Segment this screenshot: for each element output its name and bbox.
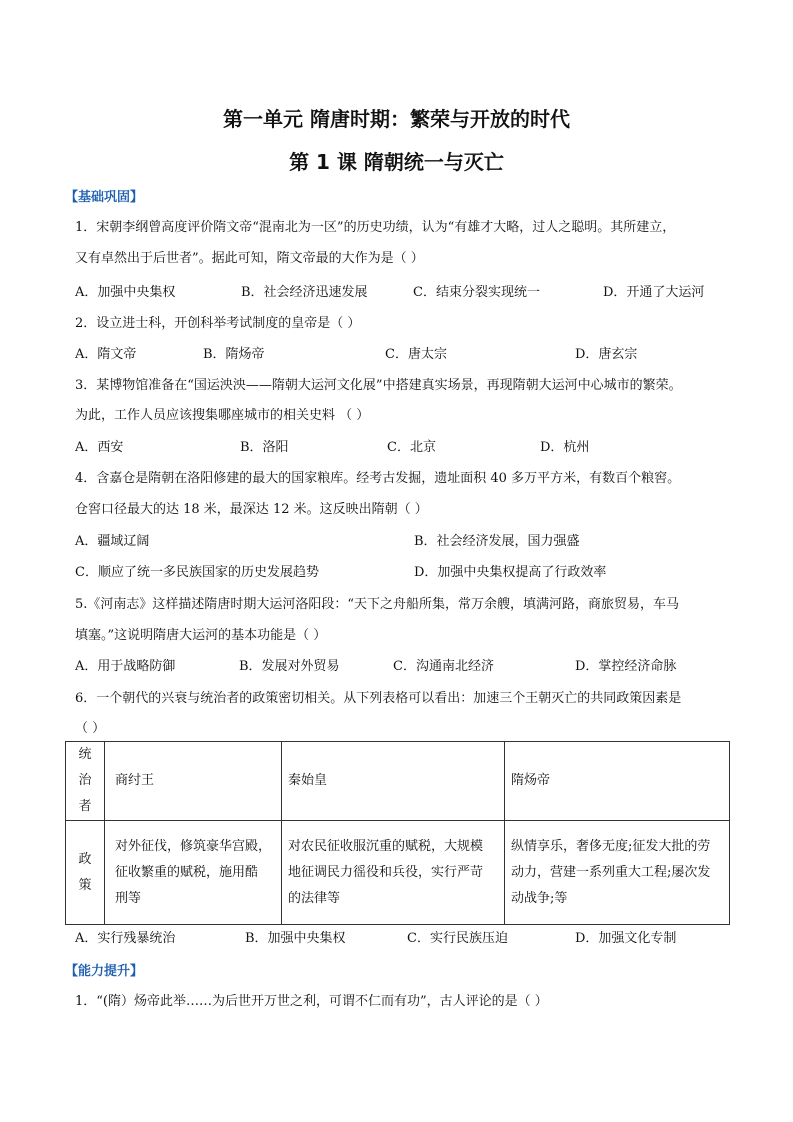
- header-char: 策: [78, 877, 92, 893]
- option-c[interactable]: C．实行民族压迫: [407, 931, 508, 946]
- header-char: 统: [78, 747, 92, 762]
- option-c[interactable]: C．顺应了统一多民族国家的历史发展趋势: [75, 565, 319, 580]
- ruler-cell: 商纣王: [105, 742, 282, 821]
- option-a[interactable]: A．用于战略防御: [75, 659, 176, 674]
- row-header-rulers: [66, 742, 105, 821]
- question-6-line-2: （ ）: [75, 721, 106, 736]
- option-c[interactable]: C．结束分裂实现统一: [413, 285, 540, 300]
- ability-question-1-line-1: 1．“(隋）炀帝此举……为后世开万世之利，可谓不仁而有功”，古人评论的是（ ）: [75, 994, 548, 1009]
- question-1-line-2: 又有卓然出于后世者”。据此可知，隋文帝最的大作为是（ ）: [75, 251, 424, 266]
- option-b[interactable]: B．社会经济迅速发展: [241, 285, 368, 300]
- option-a[interactable]: A．实行残暴统治: [75, 931, 176, 946]
- policy-cell: [105, 821, 282, 925]
- ruler-cell: 秦始皇: [282, 742, 505, 821]
- policy-line: 动战争;等: [511, 890, 568, 906]
- policy-line: 对外征伐，修筑豪华宫殿，: [115, 838, 272, 854]
- section-ability: 【能力提升】: [65, 964, 144, 979]
- option-b[interactable]: B．洛阳: [240, 440, 289, 455]
- question-5-line-1: 5.《河南志》这样描述隋唐时期大运河洛阳段：“天下之舟船所集，常万余艘，填满河路，商旅贸易，车马: [75, 597, 680, 612]
- header-char: 政: [78, 851, 92, 867]
- option-a[interactable]: A．西安: [75, 440, 124, 455]
- question-4-line-1: 4．含嘉仓是隋朝在洛阳修建的最大的国家粮库。经考古发掘，遗址面积 40 多万平方米，有数百个粮窖。: [75, 471, 681, 486]
- policy-cell: [282, 821, 505, 925]
- lesson-title: 第 1 课 隋朝统一与灭亡: [289, 150, 504, 174]
- header-char: 者: [78, 799, 92, 814]
- option-d[interactable]: D．加强文化专制: [575, 931, 677, 946]
- option-b[interactable]: B．发展对外贸易: [239, 659, 340, 674]
- policy-line: 纵情享乐，奢侈无度;征发大批的劳: [511, 838, 711, 854]
- row-header-policies: [66, 821, 105, 925]
- table-row-policies: [66, 821, 730, 925]
- option-a[interactable]: A．加强中央集权: [75, 285, 176, 300]
- policy-line: 地征调民力徭役和兵役，实行严苛: [288, 864, 484, 880]
- ruler-cell: 隋炀帝: [505, 742, 730, 821]
- table-row-rulers: [66, 742, 730, 821]
- policy-cell: [505, 821, 730, 925]
- option-d[interactable]: D．加强中央集权提高了行政效率: [414, 565, 607, 580]
- policy-line: 的法律等: [288, 890, 341, 906]
- option-a[interactable]: A．疆域辽阔: [75, 534, 150, 549]
- option-a[interactable]: A．隋文帝: [75, 347, 137, 362]
- option-d[interactable]: D．杭州: [540, 440, 590, 455]
- section-basic: 【基础巩固】: [65, 190, 144, 205]
- option-b[interactable]: B．社会经济发展，国力强盛: [414, 534, 580, 549]
- question-6-line-1: 6．一个朝代的兴衰与统治者的政策密切相关。从下列表格可以看出：加速三个王朝灭亡的共同政策因素是: [75, 691, 682, 706]
- dynasty-policy-table: [65, 741, 730, 925]
- option-c[interactable]: C．唐太宗: [385, 347, 447, 362]
- option-d[interactable]: D．开通了大运河: [603, 285, 705, 300]
- option-d[interactable]: D．掌控经济命脉: [575, 659, 677, 674]
- question-4-line-2: 仓窖口径最大的达 18 米，最深达 12 米。这反映出隋朝（ ）: [75, 502, 428, 517]
- option-c[interactable]: C．北京: [387, 440, 436, 455]
- question-3-line-2: 为此，工作人员应该搜集哪座城市的相关史料 （ ）: [75, 408, 370, 423]
- question-1-line-1: 1．宋朝李纲曾高度评价隋文帝“混南北为一区”的历史功绩，认为“有雄才大略，过人之聪明。其所建立，: [75, 220, 676, 235]
- unit-title: 第一单元 隋唐时期：繁荣与开放的时代: [223, 107, 570, 131]
- option-d[interactable]: D．唐玄宗: [575, 347, 638, 362]
- question-5-line-2: 填塞。”这说明隋唐大运河的基本功能是（ ）: [75, 628, 327, 643]
- option-c[interactable]: C．沟通南北经济: [393, 659, 494, 674]
- option-b[interactable]: B．加强中央集权: [245, 931, 346, 946]
- policy-line: 刑等: [115, 890, 142, 906]
- header-char: 治: [78, 773, 92, 788]
- policy-line: 对农民征收服沉重的赋税，大规模: [288, 838, 484, 854]
- policy-line: 征收繁重的赋税，施用酷: [115, 864, 259, 880]
- question-3-line-1: 3．某博物馆准备在“国运泱泱——隋朝大运河文化展”中搭建真实场景，再现隋朝大运河中心城市的繁荣。: [75, 378, 682, 393]
- policy-line: 动力，营建一系列重大工程;屡次发: [511, 864, 711, 880]
- option-b[interactable]: B．隋炀帝: [203, 347, 265, 362]
- question-2-line-1: 2．设立进士科，开创科举考试制度的皇帝是（ ）: [75, 316, 361, 331]
